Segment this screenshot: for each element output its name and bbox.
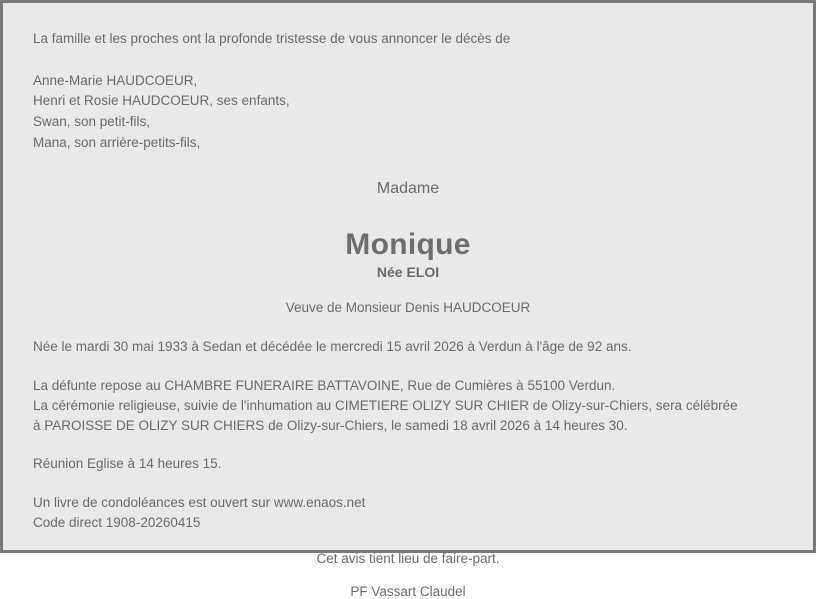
family-member: Swan, son petit-fils, <box>33 114 151 130</box>
condolences-website-line: Un livre de condoléances est ouvert sur www.enaos.net <box>33 494 366 510</box>
arrangement-line: La cérémonie religieuse, suivie de l'inhumation au CIMETIERE OLIZY SUR CHIER de Olizy-sur-Chiers, sera célébrée <box>33 397 738 413</box>
family-member: Anne-Marie HAUDCOEUR, <box>33 72 198 88</box>
deceased-maiden-name: Née ELOI <box>376 264 440 281</box>
deceased-name: Monique <box>345 228 471 262</box>
church-meeting-line <box>33 454 783 474</box>
funeral-arrangements <box>33 376 783 437</box>
condolences-block <box>33 493 783 534</box>
family-member: Henri et Rosie HAUDCOEUR, ses enfants, <box>33 93 290 109</box>
deceased-civility: Madame <box>376 180 440 198</box>
spouse-line: Veuve de Monsieur Denis HAUDCOEUR <box>285 300 531 316</box>
notice-intro: La famille et les proches ont la profonde tristesse de vous annoncer le décès de <box>33 31 511 46</box>
funeral-home-name: PF Vassart Claudel <box>350 584 466 599</box>
condolences-code-line: Code direct 1908-20260415 <box>33 514 201 530</box>
arrangement-line: La défunte repose au CHAMBRE FUNERAIRE BATTAVOINE, Rue de Cumières à 55100 Verdun. <box>33 377 616 393</box>
birth-death-text: Née le mardi 30 mai 1933 à Sedan et décédée le mercredi 15 avril 2026 à Verdun à l'âge de 92 ans. <box>33 339 632 355</box>
arrangement-line: à PAROISSE DE OLIZY SUR CHIERS de Olizy-sur-Chiers, le samedi 18 avril 2026 à 14 heures 30. <box>33 418 628 433</box>
faire-part-note: Cet avis tient lieu de faire-part. <box>316 551 500 566</box>
birth-death-line <box>33 337 783 357</box>
family-members-list <box>33 71 783 155</box>
church-meeting-text: Réunion Eglise à 14 heures 15. <box>33 456 222 472</box>
family-member: Mana, son arrière-petits-fils, <box>33 135 201 151</box>
